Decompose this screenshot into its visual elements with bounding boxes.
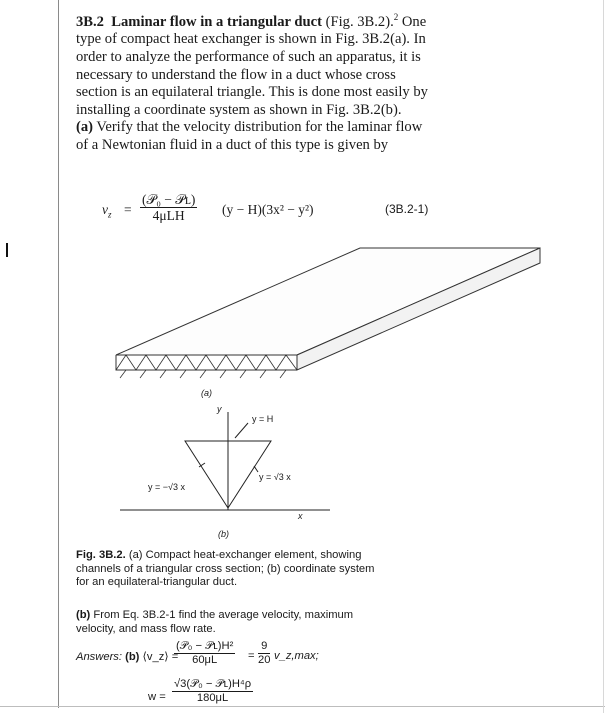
- triangle-channels: [116, 355, 297, 370]
- coef-numerator: 9: [258, 640, 270, 654]
- w-fraction: [172, 678, 253, 705]
- part-b-body: From Eq. 3B.2-1 find the average velocity, maximum velocity, and mass flow rate.: [76, 609, 354, 635]
- vmax-term: v_z,max;: [274, 650, 319, 662]
- answers-label: Answers:: [76, 651, 123, 663]
- heat-exchanger-slab: [116, 248, 540, 370]
- w-lhs: w =: [148, 691, 166, 703]
- w-numerator: √3(𝒫₀ − 𝒫ʟ)H⁴ρ: [174, 678, 252, 690]
- problem-title-ref: (Fig. 3B.2).: [325, 13, 394, 30]
- w-denominator: 180μL: [196, 692, 229, 704]
- eq-denominator: 4μLH: [152, 208, 185, 223]
- avg-numerator: (𝒫₀ − 𝒫ʟ)H²: [176, 640, 234, 652]
- eq-label: (3B.2-1): [385, 202, 429, 216]
- axis-y-label: y: [217, 404, 222, 414]
- figure-label-a: (a): [201, 388, 212, 398]
- eq-lhs-sub: z: [108, 209, 112, 220]
- coef-denominator: 20: [258, 654, 271, 666]
- eq-numerator: (𝒫₀ − 𝒫ʟ): [142, 192, 196, 207]
- coordinate-system: [120, 412, 330, 510]
- coef-fraction: [258, 640, 270, 667]
- part-a-text: Verify that the velocity distribution for the laminar flow of a Newtonian fluid in a duct of this type is given by: [76, 119, 423, 154]
- figure-label-b: (b): [218, 529, 229, 539]
- pointer-top: [235, 423, 248, 438]
- part-a-label: (a): [76, 119, 94, 136]
- avg-denominator: 60μL: [192, 654, 218, 666]
- axis-x-label: x: [298, 511, 303, 521]
- answer-b-label: (b): [125, 651, 140, 663]
- line-top-label: y = H: [252, 414, 274, 424]
- flow-arrows: [120, 370, 286, 378]
- line-right-label: y = √3 x: [259, 472, 291, 482]
- eq-lhs: v: [102, 202, 108, 217]
- pointer-right: [254, 466, 258, 472]
- part-b-text: [76, 609, 366, 636]
- footnote-mark: 2: [393, 12, 399, 22]
- problem-title: Laminar flow in a triangular duct: [111, 13, 322, 30]
- line-left-label: y = −√3 x: [148, 482, 185, 492]
- caption-label: Fig. 3B.2.: [76, 549, 126, 561]
- avg-equals: =: [248, 650, 255, 662]
- caption-text: (a) Compact heat-exchanger element, showing channels of a triangular cross section; (b) coordinate system for an equilateral-triangular duct.: [76, 549, 375, 589]
- figure-caption: [76, 549, 376, 590]
- problem-number: 3B.2: [76, 13, 104, 30]
- part-b-label: (b): [76, 609, 91, 621]
- avg-lhs: ⟨v_z⟩ =: [142, 651, 179, 663]
- eq-equals: =: [124, 202, 132, 217]
- problem-intro: One type of compact heat exchanger is shown in Fig. 3B.2(a). In order to analyze the performance of such an apparatus, it is necessary to understand the flow in a duct whose cross section is an equilateral triangle. This is done most easily by installing a coordinate system as shown in Fig. 3B.2(b).: [76, 13, 428, 118]
- avg-fraction: [174, 640, 235, 667]
- eq-rest: (y − H)(3x² − y²): [222, 202, 314, 217]
- answers-block: [76, 640, 366, 710]
